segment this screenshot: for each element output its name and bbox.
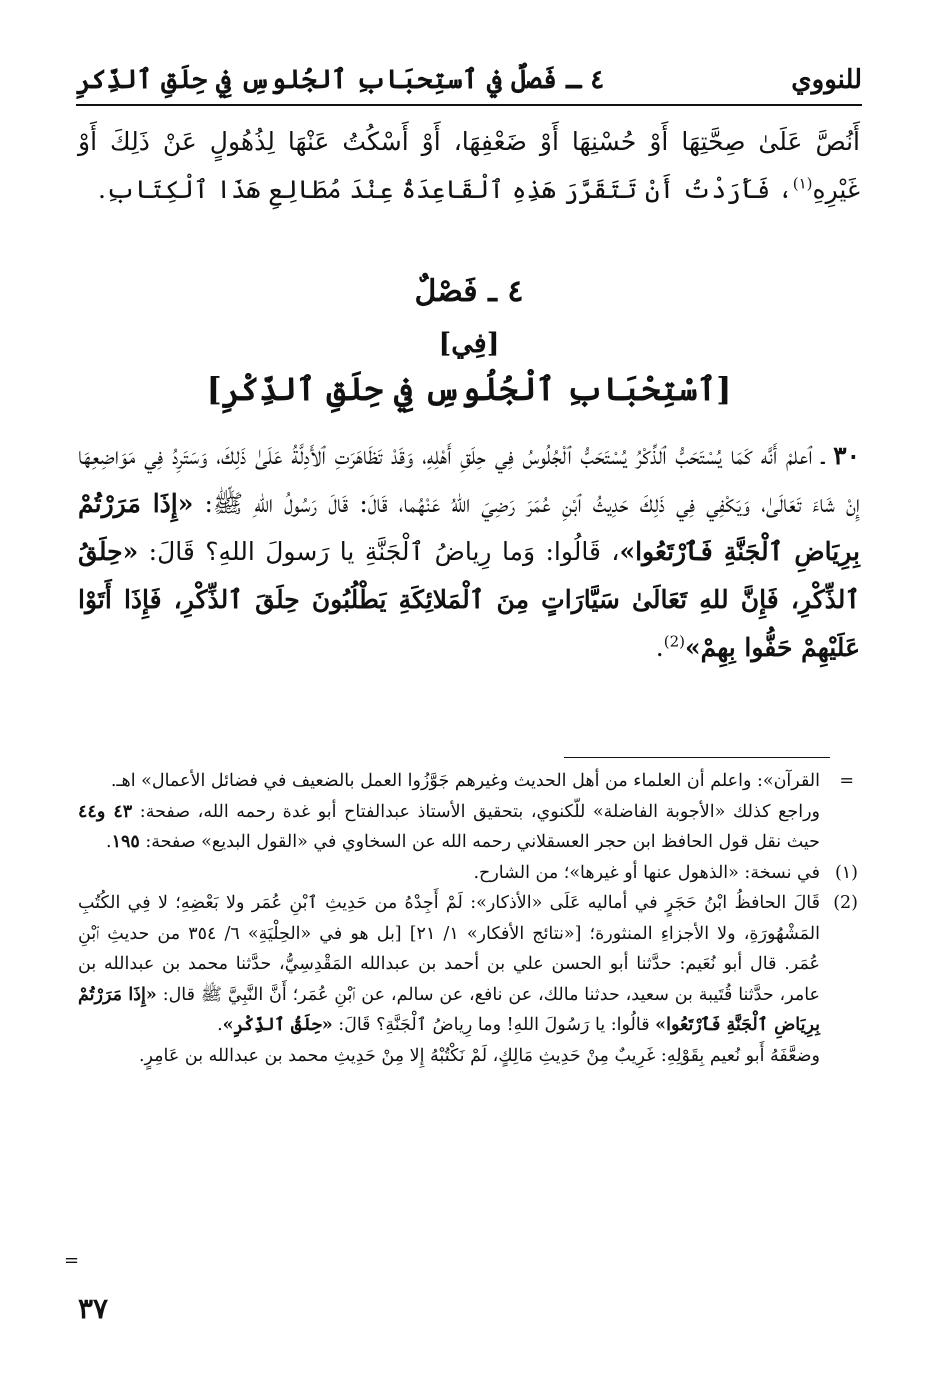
header-rule — [76, 104, 862, 106]
top-paragraph-text-after: ، فَأَرَدْتُ أَنْ تَتَقَرَّرَ هَذِهِ ٱلْقَاعِدَةُ عِنْدَ مُطَالِعِ هَذَا ٱلْكِتَابِ. — [98, 175, 793, 204]
top-paragraph — [78, 118, 860, 214]
footnote-ref-1[interactable]: (١) — [792, 174, 813, 193]
continued-text: القرآن»: واعلم أن العلماء من أهل الحديث وغيرهم جَوَّزُوا العمل بالضعيف في فضائل الأعمال» اهـ. — [110, 771, 820, 791]
continued-text-3: حيث نقل قول الحافظ ابن حجر العسقلاني رحمه الله عن السخاوي في «القول البديع» صفحة: — [139, 832, 820, 852]
paragraph-number: ٣٠ — [833, 441, 860, 470]
footnote-1-text: في نسخة: «الذهول عنها أو غيرها»؛ من الشارح. — [473, 862, 820, 883]
paragraph-30-end: . — [655, 633, 664, 662]
footnote-1-mark: (١) — [834, 862, 858, 883]
continues-mark: = — [64, 1250, 80, 1271]
footnote-2-continued — [78, 1041, 858, 1072]
footnote-ref-2[interactable]: (2) — [663, 632, 685, 651]
footnote-2 — [78, 888, 858, 1041]
footnote-2-text-4: وضعَّفَهُ أَبو نُعيم بِقَوْلِهِ: غَرِيبٌ مِنْ حَدِيثِ مَالِكٍ، لَمْ نَكْتُبْهُ إِلا مِنْ حَدِيثِ محمد بن عبدالله بن عَامِرٍ. — [138, 1045, 820, 1066]
footnote-2-mark: (2) — [833, 893, 858, 913]
continued-text-2: وراجع كذلك «الأجوبة الفاضلة» للّكنوي، بتحقيق الأستاذ عبدالفتاح أبو غدة رحمه الله، صفحة: — [132, 801, 820, 822]
footnote-2-quote-2: «حِلَقُ ٱلذِّكْرِ» — [222, 1015, 333, 1035]
chapter-heading-number: ٤ ـ فَصْلٌ — [414, 274, 524, 309]
paragraph-30-text-2: ، قَالُوا: وَما رِياضُ ٱلْجَنَّةِ يا رَسولَ اللهِ؟ قَالَ: — [138, 537, 620, 566]
top-paragraph-text: أَنُصَّ عَلَىٰ صِحَّتِهَا أَوْ حُسْنِهَا أَوْ ضَعْفِهَا، أَوْ أَسْكُتُ عَنْهَا لِذُهُولٍ عَنْ ذَلِكَ أَوْ غَيْرِهِ — [78, 127, 860, 204]
continued-mark: = — [839, 771, 854, 791]
header-author: للنووي — [791, 65, 862, 95]
footnote-2-text-3: . — [217, 1015, 223, 1035]
footnotes — [78, 766, 858, 1071]
footnote-2-quote-1: «إِذَا مَرَرْتُمْ بِرِيَاضِ ٱلْجَنَّةِ فَٱرْتَعُوا» — [78, 984, 820, 1035]
running-header — [76, 58, 862, 102]
paragraph-30-text-1: ـ ٱعلمْ أَنَّه كَمَا يُسْتَحَبُّ ٱلذِّكْرُ يُسْتَحَبُّ ٱلْجُلُوسُ فِي حِلَقِ أَهْلِهِ، وَقَدْ تَظَاهَرَتِ ٱلأَدِلَّةُ عَلَىٰ ذَلِكَ، وَسَتَرِدُ فِي مَوَاضِعِهَا إِنْ شَاءَ تَعَالَىٰ، وَيَكْفِي فِي ذَلِكَ حَدِيثُ ٱبْنِ عُمَرَ رَضِيَ اللهُ عَنْهُما، قَالَ: قَالَ رَسُولُ اللهِ ﷺ: — [78, 441, 860, 518]
page-number: ٣٧ — [78, 1292, 109, 1325]
hadith-quote-2: «حِلَقُ ٱلذِّكْرِ، فَإِنَّ للهِ تَعَالَىٰ سَيَّارَاتٍ مِنَ ٱلْمَلائِكَةِ يَطْلُبُونَ حِلَقَ ٱلذِّكْرِ، فَإِذَا أَتَوْا عَلَيْهِمْ حَفُّوا بِهِمْ» — [78, 537, 860, 662]
paragraph-30 — [78, 432, 860, 672]
footnote-1 — [78, 858, 858, 889]
chapter-heading-title: [ٱسْتِحْبَابِ ٱلْجُلُوسِ فِي حِلَقِ ٱلذِّكْرِ] — [206, 370, 732, 408]
footnote-continued — [78, 766, 858, 797]
continued-end: . — [105, 832, 112, 852]
continued-bold-1: ٤٣ و٤٤ — [78, 801, 133, 822]
footnote-2-text-2: قالُوا: يا رَسُولَ اللهِ! وما رِياضُ ٱلْجَنَّةِ؟ قَالَ: — [332, 1015, 656, 1035]
continued-bold-2: ١٩٥ — [111, 832, 140, 852]
footnote-separator — [564, 757, 830, 758]
footnote-continued-2 — [78, 797, 858, 858]
chapter-heading-prep: [فِي] — [438, 328, 500, 359]
footnote-2-text-1: قَالَ الحافظُ ابْنُ حَجَرٍ في أماليه عَلَى «الأذكار»: لَمْ أَجِدْهُ من حَدِيثِ ٱبْنِ عُمَر ولا بَعْضِهِ؛ لا فِي الكُتُبِ المَشْهُورَةِ، ولا الأجزاءِ المنثورة؛ [«نتائج الأفكار» ١/ ٢١] [بل هو في «الحِلْيَةِ» ٦/ ٣٥٤ من حديثِ ٱبْنِ عُمَر. قال أبو نُعَيم: حدَّثنا أبو الحسن علي بن أحمد بن عبدالله المَقْدِسِيُّ، حدَّثنا محمد بن عبدالله بن عامر، حدَّثنا قُتَيبة بن سعيد، حدثنا مالك، عن نافع، عن سالم، عن ٱبْنِ عُمَر؛ أَنَّ النَّبِيَّ ﷺ قال: — [78, 893, 820, 1005]
hadith-quote-1: «إِذَا مَرَرْتُمْ بِرِيَاضِ ٱلْجَنَّةِ فَٱرْتَعُوا» — [78, 489, 860, 566]
header-section-title: ٤ ـ فَصلٌ في ٱستِحبَابِ ٱلجُلوسِ فِي حِلَقِ ٱلذِّكرِ — [76, 65, 605, 95]
